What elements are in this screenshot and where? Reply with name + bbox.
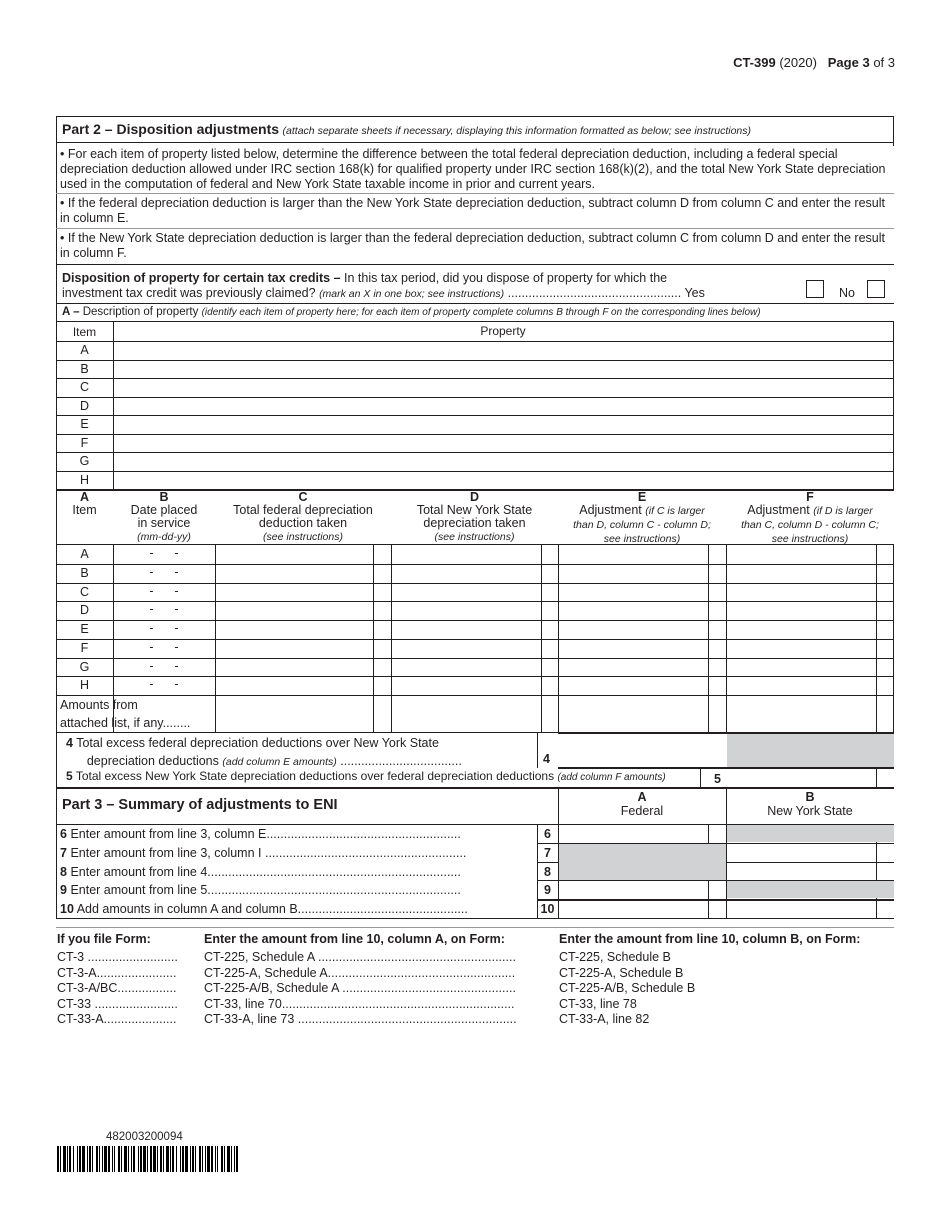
- line-number-box: 7: [544, 845, 551, 860]
- barcode-bar: [87, 1146, 88, 1172]
- column-c-input[interactable]: [216, 640, 371, 657]
- line-number: 6: [60, 827, 67, 841]
- column-e-input[interactable]: [559, 584, 714, 601]
- line-7-8-shaded: [559, 844, 726, 880]
- bullet: • For each item of property listed below, determine the difference between the total federal depreciation deduction, including a federal special depreciation deduction allowed under IRC section 168(k) for qualified property under IRC section 168(k)(2), and the total New York State depreciation used in the computation of federal and New York State taxable income in prior and current years.: [60, 147, 886, 191]
- disposition-question-line2: investment tax credit was previously claimed? (mark an X in one box; see instructions) .................................................. Yes: [62, 286, 705, 300]
- barcode-bar: [147, 1146, 148, 1172]
- amounts-attached-label: Amounts from attached list, if any........: [60, 698, 191, 730]
- column-f-input[interactable]: [727, 565, 882, 582]
- barcode-bar: [79, 1146, 81, 1172]
- line-4-amount-input[interactable]: [559, 733, 708, 767]
- barcode-bar: [104, 1146, 107, 1172]
- barcode-bar: [236, 1146, 238, 1172]
- barcode-bar: [82, 1146, 85, 1172]
- barcode-bar: [205, 1146, 206, 1172]
- part3-line-9-label: [60, 883, 461, 897]
- barcode-bar: [73, 1146, 74, 1172]
- column-c-header: C Total federal depreciation deduction taken (see instructions): [233, 490, 373, 543]
- barcode-bar: [153, 1146, 156, 1172]
- row-item-label: E: [80, 622, 89, 636]
- property-description-input[interactable]: [114, 453, 892, 470]
- filing-cell: CT-33 ........................: [57, 996, 178, 1011]
- column-d-input[interactable]: [392, 621, 547, 638]
- column-d-header: D Total New York State depreciation taken (see instructions): [416, 490, 533, 543]
- line-10-federal-input[interactable]: [559, 900, 707, 917]
- property-description-input[interactable]: [114, 342, 892, 359]
- column-f-input[interactable]: [727, 546, 882, 563]
- row-item-label: F: [80, 640, 89, 655]
- column-c-input[interactable]: [216, 546, 371, 563]
- date-placed-input[interactable]: - -: [149, 583, 179, 598]
- line-text: Enter amount from line 5.........................................................................: [70, 883, 461, 898]
- barcode-bar: [143, 1146, 146, 1172]
- column-a-header: A Item: [72, 490, 97, 517]
- barcode-bar: [166, 1146, 169, 1172]
- column-c-input[interactable]: [216, 659, 371, 676]
- barcode-bar: [112, 1146, 113, 1172]
- column-c-input[interactable]: [216, 621, 371, 638]
- line-5-amount-input[interactable]: [727, 769, 876, 786]
- column-e-header: E Adjustment (if C is larger than D, column C - column D; see instructions): [573, 490, 711, 545]
- barcode-number: 482003200094: [106, 1131, 183, 1143]
- line-5-number-box: 5: [714, 772, 721, 786]
- barcode-bar: [199, 1146, 201, 1172]
- barcode-bar: [163, 1146, 164, 1172]
- bullet: • If the federal depreciation deduction is larger than the New York State depreciation deduction, subtract column D from column C and enter the result in column E.: [60, 196, 885, 225]
- row-item-label: A: [80, 547, 89, 561]
- filing-cell: CT-33-A, line 73 ...............................................................: [204, 1012, 517, 1026]
- barcode-bar: [121, 1146, 122, 1172]
- barcode: [57, 1146, 239, 1172]
- property-item-label: B: [80, 361, 89, 376]
- part2-title: Part 2 – Disposition adjustments (attach separate sheets if necessary, displaying this information formatted as below; see instructions): [62, 121, 751, 137]
- barcode-bar: [195, 1146, 196, 1172]
- column-d-input[interactable]: [392, 546, 547, 563]
- part3-line-10-label: [60, 902, 468, 916]
- column-f-input[interactable]: [727, 659, 882, 676]
- filing-cell: CT-3-A/BC.................: [57, 981, 177, 995]
- column-c-input[interactable]: [216, 677, 371, 694]
- barcode-bar: [124, 1146, 127, 1172]
- line-6-federal-input[interactable]: [559, 825, 707, 842]
- barcode-bar: [131, 1146, 132, 1172]
- column-d-input[interactable]: [392, 640, 547, 657]
- barcode-bar: [140, 1146, 142, 1172]
- property-item-label: D: [79, 398, 90, 413]
- page-header: CT-399 (2020) Page 3 of 3: [733, 55, 895, 70]
- property-description-input[interactable]: [114, 472, 892, 489]
- line-number: 10: [60, 902, 74, 917]
- line-number-box: 9: [544, 883, 551, 898]
- column-e-input[interactable]: [559, 640, 714, 657]
- line-6-shaded: [727, 825, 894, 842]
- barcode-bar: [108, 1146, 110, 1172]
- line-number-box: 8: [544, 864, 551, 879]
- filing-cell: CT-33-A.....................: [57, 1012, 177, 1026]
- filing-cell: CT-225-A/B, Schedule A ..................................................: [204, 981, 516, 995]
- property-item-label: E: [80, 417, 89, 431]
- date-placed-input[interactable]: - -: [149, 546, 179, 560]
- barcode-bar: [96, 1146, 98, 1172]
- part3-column-a-header: A Federal: [620, 790, 664, 818]
- column-c-input[interactable]: [216, 565, 371, 582]
- barcode-bar: [102, 1146, 103, 1172]
- barcode-bar: [217, 1146, 218, 1172]
- barcode-bar: [118, 1146, 120, 1172]
- property-item-label: F: [80, 435, 89, 450]
- column-f-input[interactable]: [727, 677, 882, 694]
- barcode-bar: [211, 1146, 213, 1172]
- line-text: Enter amount from line 3, column E........................................................: [70, 827, 461, 841]
- barcode-bar: [92, 1146, 93, 1172]
- column-c-input[interactable]: [216, 602, 371, 619]
- line-4-label: 4 Total excess federal depreciation deductions over New York State depreciation deductions (add column E amounts) ...................................: [66, 736, 462, 768]
- column-d-input[interactable]: [392, 584, 547, 601]
- property-description-input[interactable]: [114, 435, 892, 452]
- column-d-input[interactable]: [392, 565, 547, 582]
- date-placed-input[interactable]: - -: [149, 602, 179, 617]
- barcode-bar: [234, 1146, 235, 1172]
- line-number: 7: [60, 845, 67, 860]
- barcode-bar: [224, 1146, 225, 1172]
- barcode-bar: [60, 1146, 61, 1172]
- barcode-bar: [190, 1146, 191, 1172]
- property-item-label: C: [79, 380, 90, 394]
- filing-cell: CT-225, Schedule A .........................................................: [204, 950, 516, 964]
- barcode-bar: [138, 1146, 139, 1172]
- line-10-nys-input[interactable]: [727, 900, 875, 917]
- barcode-bar: [180, 1146, 181, 1172]
- column-f-input[interactable]: [727, 621, 882, 638]
- barcode-bar: [69, 1146, 71, 1172]
- row-item-label: H: [79, 678, 90, 693]
- row-item-label: G: [79, 659, 90, 674]
- column-d-input[interactable]: [392, 677, 547, 694]
- barcode-bar: [99, 1146, 100, 1172]
- filing-cell: CT-3-A.......................: [57, 965, 177, 980]
- column-c-input[interactable]: [216, 584, 371, 601]
- line-4-number-box: 4: [543, 752, 550, 766]
- barcode-bar: [192, 1146, 194, 1172]
- line-number-box: 10: [540, 902, 555, 917]
- line-text: Enter amount from line 4.........................................................................: [70, 864, 461, 879]
- property-item-label: A: [80, 343, 89, 357]
- column-e-input[interactable]: [559, 677, 714, 694]
- column-d-input[interactable]: [392, 602, 547, 619]
- line-number: 9: [60, 883, 67, 898]
- no-label: No: [839, 286, 855, 300]
- part3-line-8-label: [60, 865, 461, 879]
- row-item-label: D: [79, 603, 90, 618]
- barcode-bar: [170, 1146, 171, 1172]
- barcode-bar: [133, 1146, 135, 1172]
- column-d-input[interactable]: [392, 659, 547, 676]
- property-description-input[interactable]: [114, 398, 892, 415]
- filing-header-column-b: Enter the amount from line 10, column B, on Form:: [559, 932, 861, 946]
- property-item-label: G: [79, 454, 90, 468]
- barcode-bar: [67, 1146, 68, 1172]
- column-e-input[interactable]: [559, 621, 714, 638]
- disposition-question: Disposition of property for certain tax credits – In this tax period, did you dispose of property for which the: [62, 271, 668, 285]
- date-placed-input[interactable]: - -: [149, 658, 179, 673]
- line-8-nys-input[interactable]: [727, 862, 875, 879]
- filing-cell: CT-33-A, line 82: [559, 1012, 650, 1026]
- part3-column-b-header: B New York State: [767, 790, 853, 818]
- row-item-label: C: [79, 584, 90, 599]
- barcode-bar: [114, 1146, 115, 1172]
- bullet: • If the New York State depreciation deduction is larger than the federal depreciation deduction, subtract column C from column D and enter the result in column F.: [60, 231, 885, 260]
- property-description-input[interactable]: [114, 416, 892, 433]
- barcode-bar: [207, 1146, 210, 1172]
- barcode-bar: [182, 1146, 184, 1172]
- filing-cell: CT-225-A, Schedule A......................................................: [204, 965, 516, 980]
- column-a-description: A – Description of property (identify each item of property here; for each item of property complete columns B through F on the corresponding lines below): [62, 306, 761, 318]
- column-f-input[interactable]: [727, 602, 882, 619]
- barcode-bar: [160, 1146, 162, 1172]
- yes-checkbox[interactable]: [806, 280, 824, 298]
- line-5-label: 5 Total excess New York State depreciation deductions over federal depreciation deductions (add column F amounts): [66, 769, 666, 783]
- date-placed-input[interactable]: - -: [149, 621, 179, 635]
- column-f-header: F Adjustment (if D is larger than C, column D - column C; see instructions): [741, 490, 879, 545]
- column-e-input[interactable]: [559, 602, 714, 619]
- filing-cell: CT-225, Schedule B: [559, 950, 671, 964]
- line-9-shaded: [727, 881, 894, 898]
- barcode-bar: [172, 1146, 174, 1172]
- filing-cell: CT-33, line 70...................................................................: [204, 996, 515, 1011]
- filing-cell: CT-3 ..........................: [57, 950, 178, 964]
- barcode-bar: [227, 1146, 230, 1172]
- date-placed-input[interactable]: - -: [149, 639, 179, 654]
- barcode-bar: [63, 1146, 66, 1172]
- item-header: Item: [72, 325, 97, 339]
- column-e-input[interactable]: [559, 546, 714, 563]
- barcode-bar: [185, 1146, 188, 1172]
- property-header: Property: [480, 324, 526, 338]
- column-f-input[interactable]: [727, 584, 882, 601]
- column-e-input[interactable]: [559, 565, 714, 582]
- part3-line-6-label: [60, 827, 461, 841]
- part3-line-7-label: [60, 846, 466, 860]
- line-text: Add amounts in column A and column B.................................................: [76, 902, 468, 917]
- date-placed-input[interactable]: - -: [149, 677, 179, 692]
- barcode-bar: [57, 1146, 59, 1172]
- line-7-nys-input[interactable]: [727, 844, 875, 861]
- line-text: Enter amount from line 3, column I ..........................................................: [70, 845, 467, 860]
- property-description-input[interactable]: [114, 379, 892, 396]
- barcode-bar: [221, 1146, 223, 1172]
- filing-cell: CT-33, line 78: [559, 996, 637, 1011]
- filing-header-column-a: Enter the amount from line 10, column A, on Form:: [204, 932, 505, 946]
- line-9-federal-input[interactable]: [559, 881, 707, 898]
- line-4-shaded: [727, 734, 894, 767]
- column-f-input[interactable]: [727, 640, 882, 657]
- line-number: 8: [60, 864, 67, 879]
- barcode-bar: [157, 1146, 158, 1172]
- property-item-label: H: [79, 472, 90, 487]
- date-placed-input[interactable]: - -: [149, 564, 179, 579]
- line-number-box: 6: [544, 827, 551, 841]
- barcode-bar: [202, 1146, 203, 1172]
- filing-cell: CT-225-A, Schedule B: [559, 965, 684, 980]
- column-b-header: B Date placed in service (mm-dd-yy): [130, 490, 198, 543]
- filing-header-form: If you file Form:: [57, 932, 151, 946]
- barcode-bar: [89, 1146, 91, 1172]
- no-checkbox[interactable]: [867, 280, 885, 298]
- filing-cell: CT-225-A/B, Schedule B: [559, 981, 696, 995]
- column-e-input[interactable]: [559, 659, 714, 676]
- row-item-label: B: [80, 565, 89, 580]
- barcode-bar: [215, 1146, 216, 1172]
- barcode-bar: [150, 1146, 152, 1172]
- barcode-bar: [176, 1146, 177, 1172]
- property-description-input[interactable]: [114, 361, 892, 378]
- barcode-bar: [231, 1146, 232, 1172]
- barcode-bar: [77, 1146, 78, 1172]
- barcode-bar: [128, 1146, 129, 1172]
- part3-title: Part 3 – Summary of adjustments to ENI: [62, 797, 338, 813]
